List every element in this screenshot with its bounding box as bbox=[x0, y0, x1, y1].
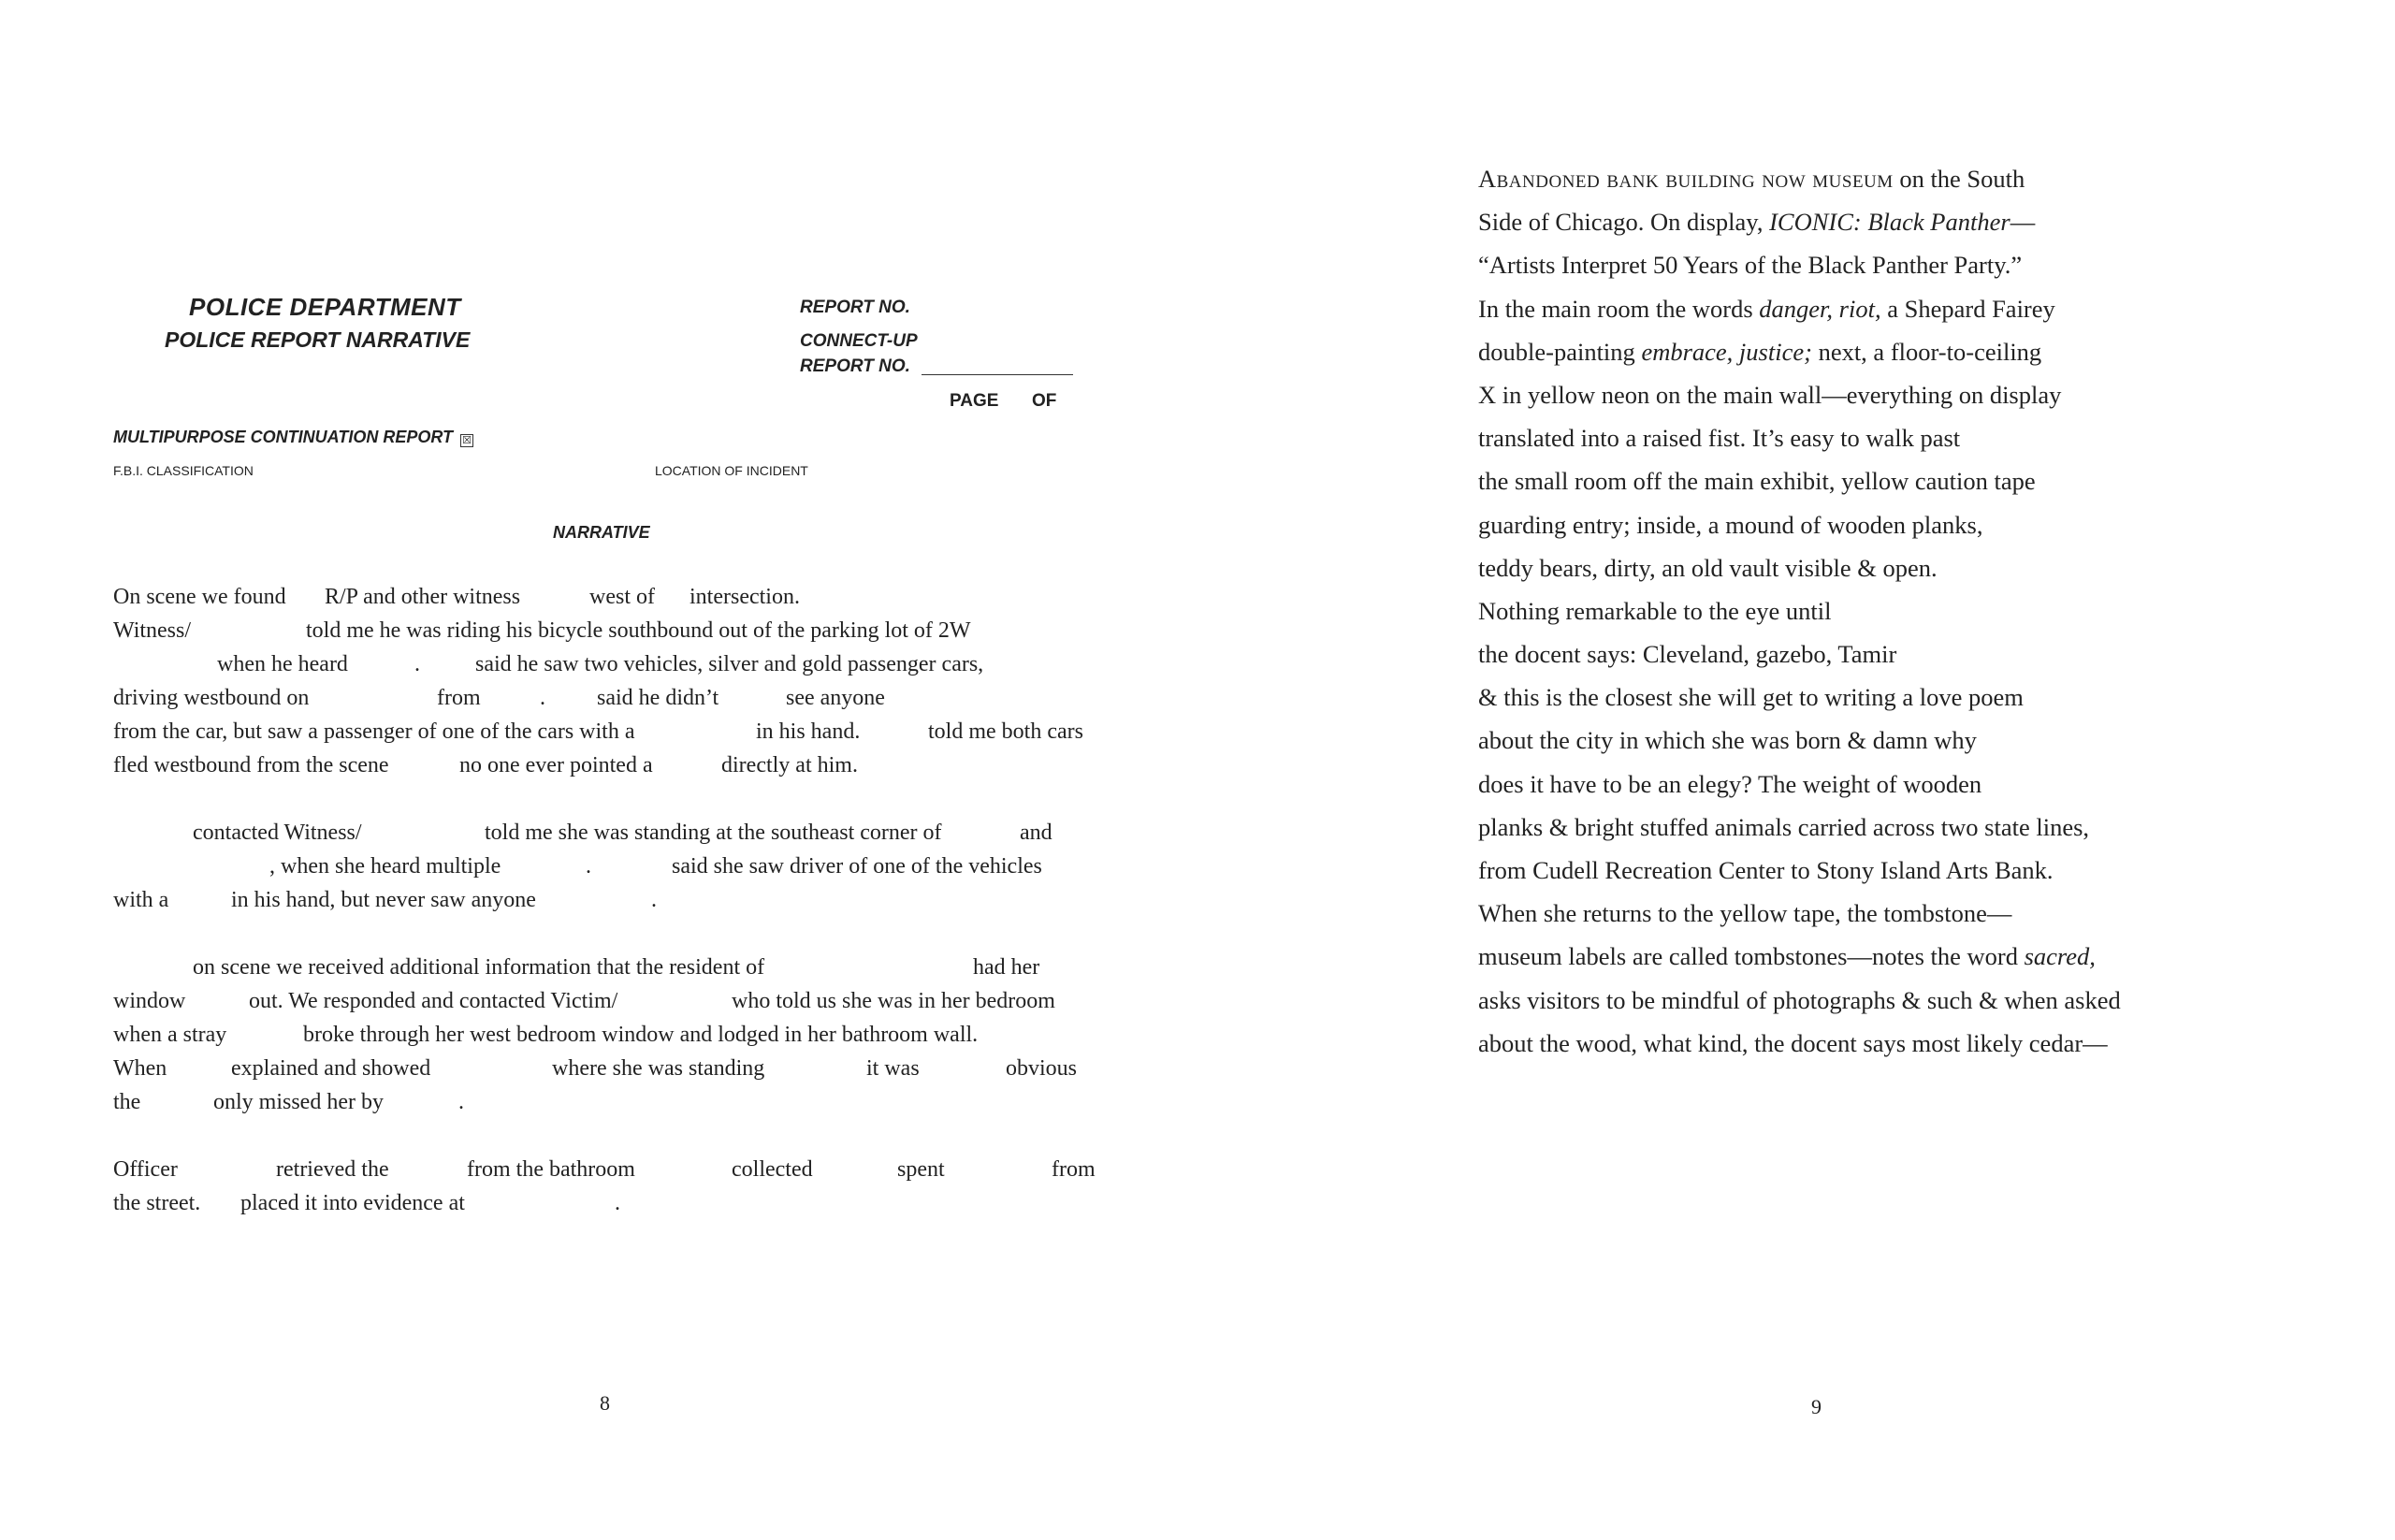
fbi-classification-label: F.B.I. CLASSIFICATION bbox=[113, 463, 254, 478]
narrative-fragment: out. We responded and contacted Victim/ bbox=[249, 989, 618, 1013]
narrative-fragment: On scene we found bbox=[113, 585, 286, 609]
narrative-fragment: . bbox=[615, 1191, 620, 1215]
narrative-fragment: Officer bbox=[113, 1157, 178, 1182]
narrative-line bbox=[113, 748, 1100, 782]
poem-fragment: translated into a raised fist. It’s easy to walk past bbox=[1478, 424, 1961, 453]
narrative-fragment: told me he was riding his bicycle southbound out of the parking lot of 2W bbox=[306, 618, 971, 643]
poem-line bbox=[1478, 589, 2245, 632]
page-number-left: 8 bbox=[600, 1391, 610, 1415]
poem-line bbox=[1478, 503, 2245, 546]
narrative-fragment: . bbox=[651, 888, 657, 912]
narrative-fragment: from the car, but saw a passenger of one of the cars with a bbox=[113, 719, 635, 744]
narrative-fragment: Witness/ bbox=[113, 618, 192, 643]
narrative-fragment: . bbox=[540, 686, 545, 710]
narrative-fragment: , when she heard multiple bbox=[269, 854, 501, 879]
narrative-fragment: west of bbox=[589, 585, 655, 609]
narrative-fragment: told me she was standing at the southeast corner of bbox=[485, 821, 942, 845]
poem-fragment: & this is the closest she will get to writing a love poem bbox=[1478, 683, 2024, 712]
poem-fragment: — bbox=[2010, 208, 2036, 237]
poem-line bbox=[1478, 287, 2245, 330]
poem-fragment: on the South bbox=[1893, 165, 2025, 193]
narrative-line bbox=[113, 951, 1100, 984]
narrative-fragment: placed it into evidence at bbox=[240, 1191, 465, 1215]
poem-line bbox=[1478, 763, 2245, 806]
poem-line bbox=[1478, 632, 2245, 676]
narrative-fragment: When bbox=[113, 1056, 167, 1081]
department-title: POLICE DEPARTMENT bbox=[189, 293, 461, 321]
narrative-line bbox=[113, 816, 1100, 850]
narrative-fragment: when a stray bbox=[113, 1023, 227, 1047]
narrative-line bbox=[113, 614, 1100, 647]
narrative-line bbox=[113, 580, 1100, 614]
poem-line bbox=[1478, 676, 2245, 719]
poem-line bbox=[1478, 459, 2245, 502]
narrative-fragment: in his hand, but never saw anyone bbox=[231, 888, 536, 912]
narrative-fragment: explained and showed bbox=[231, 1056, 431, 1081]
narrative-fragment: no one ever pointed a bbox=[459, 753, 653, 777]
narrative-line bbox=[113, 1018, 1100, 1052]
connect-up-label: CONNECT-UP bbox=[800, 331, 918, 351]
page-number-right: 9 bbox=[1811, 1395, 1822, 1418]
narrative-fragment: with a bbox=[113, 888, 169, 912]
poem-fragment: about the city in which she was born & damn why bbox=[1478, 726, 1977, 755]
narrative-line bbox=[113, 1052, 1100, 1085]
narrative-line bbox=[113, 850, 1100, 883]
narrative-fragment: from the bathroom bbox=[467, 1157, 635, 1182]
poem-fragment: In the main room the words bbox=[1478, 294, 1760, 323]
narrative-fragment: intersection. bbox=[689, 585, 800, 609]
narrative-fragment: said she saw driver of one of the vehicles bbox=[672, 854, 1042, 879]
narrative-fragment: see anyone bbox=[786, 686, 885, 710]
poem-italic-phrase: embrace, justice; bbox=[1641, 337, 1812, 366]
narrative-fragment: the street. bbox=[113, 1191, 201, 1215]
narrative-fragment: . bbox=[458, 1090, 464, 1114]
narrative-fragment: R/P and other witness bbox=[325, 585, 521, 609]
right-page bbox=[1198, 0, 2395, 1540]
poem-line bbox=[1478, 157, 2245, 200]
narrative-heading: NARRATIVE bbox=[553, 523, 650, 542]
narrative-fragment: said he didn’t bbox=[597, 686, 719, 710]
narrative-fragment: when he heard bbox=[217, 652, 348, 676]
multipurpose-continuation-label bbox=[113, 428, 473, 447]
narrative-fragment: obvious bbox=[1006, 1056, 1078, 1081]
narrative-fragment: had her bbox=[973, 955, 1040, 980]
narrative-fragment: retrieved the bbox=[276, 1157, 389, 1182]
poem-line bbox=[1478, 979, 2245, 1022]
narrative-fragment: from bbox=[1052, 1157, 1096, 1182]
narrative-fragment: on scene we received additional information that the resident of bbox=[193, 955, 765, 980]
page-label: PAGE bbox=[950, 391, 999, 411]
poem-fragment: guarding entry; inside, a mound of wooden planks, bbox=[1478, 510, 1983, 539]
poem-fragment: planks & bright stuffed animals carried across two state lines, bbox=[1478, 812, 2090, 841]
narrative-line bbox=[113, 984, 1100, 1018]
narrative-fragment: it was bbox=[866, 1056, 920, 1081]
narrative-fragment: who told us she was in her bedroom bbox=[732, 989, 1055, 1013]
poem-line bbox=[1478, 849, 2245, 892]
poem-fragment: the small room off the main exhibit, yellow caution tape bbox=[1478, 467, 2036, 496]
poem-fragment: “Artists Interpret 50 Years of the Black Panther Party.” bbox=[1478, 251, 2023, 280]
narrative-line bbox=[113, 715, 1100, 748]
narrative-fragment: spent bbox=[897, 1157, 945, 1182]
poem-line bbox=[1478, 806, 2245, 849]
poem-fragment: Side of Chicago. On display, bbox=[1478, 208, 1770, 237]
poem-line bbox=[1478, 416, 2245, 459]
narrative-fragment: broke through her west bedroom window and lodged in her bathroom wall. bbox=[303, 1023, 979, 1047]
poem-text bbox=[1478, 157, 2245, 1065]
poem-italic-phrase: danger, riot, bbox=[1759, 294, 1881, 323]
narrative-fragment: contacted Witness/ bbox=[193, 821, 362, 845]
poem-fragment: X in yellow neon on the main wall—everything on display bbox=[1478, 380, 2062, 409]
poem-fragment: the docent says: Cleveland, gazebo, Tamir bbox=[1478, 640, 1897, 669]
poem-line bbox=[1478, 373, 2245, 416]
poem-line bbox=[1478, 330, 2245, 373]
location-of-incident-label: LOCATION OF INCIDENT bbox=[655, 463, 808, 478]
poem-fragment: about the wood, what kind, the docent says most likely cedar— bbox=[1478, 1028, 2108, 1057]
narrative-fragment: where she was standing bbox=[552, 1056, 765, 1081]
poem-fragment: double-painting bbox=[1478, 337, 1642, 366]
narrative-line bbox=[113, 1153, 1100, 1186]
poem-fragment: next, a floor-to-ceiling bbox=[1811, 337, 2042, 366]
report-no-fill-line bbox=[922, 374, 1073, 375]
narrative-fragment: directly at him. bbox=[721, 753, 858, 777]
narrative-fragment: driving westbound on bbox=[113, 686, 310, 710]
poem-line bbox=[1478, 546, 2245, 589]
poem-fragment: from Cudell Recreation Center to Stony Island Arts Bank. bbox=[1478, 856, 2054, 884]
poem-fragment: teddy bears, dirty, an old vault visible & open. bbox=[1478, 553, 1938, 582]
narrative-text bbox=[113, 580, 1100, 1220]
poem-line bbox=[1478, 243, 2245, 286]
narrative-line bbox=[113, 883, 1100, 917]
narrative-fragment: the bbox=[113, 1090, 141, 1114]
poem-fragment: does it have to be an elegy? The weight of wooden bbox=[1478, 769, 1982, 798]
poem-line bbox=[1478, 200, 2245, 243]
report-no-label: REPORT NO. bbox=[800, 298, 910, 317]
narrative-line bbox=[113, 681, 1100, 715]
department-subtitle: POLICE REPORT NARRATIVE bbox=[165, 327, 471, 352]
narrative-fragment: in his hand. bbox=[756, 719, 861, 744]
checked-box-icon: ☒ bbox=[460, 434, 473, 447]
narrative-fragment: told me both cars bbox=[928, 719, 1083, 744]
poem-italic-phrase: sacred, bbox=[2024, 942, 2096, 971]
poem-line bbox=[1478, 1022, 2245, 1065]
narrative-fragment: . bbox=[586, 854, 591, 879]
poem-fragment: Nothing remarkable to the eye until bbox=[1478, 596, 1832, 625]
narrative-fragment: only missed her by bbox=[213, 1090, 384, 1114]
narrative-fragment: fled westbound from the scene bbox=[113, 753, 389, 777]
poem-line bbox=[1478, 935, 2245, 978]
poem-fragment: a Shepard Fairey bbox=[1880, 294, 2055, 323]
poem-italic-phrase: ICONIC: Black Panther bbox=[1769, 208, 2010, 237]
poem-lead-caps: Abandoned bank building now museum bbox=[1478, 165, 1894, 193]
narrative-line bbox=[113, 1186, 1100, 1220]
of-label: OF bbox=[1032, 391, 1057, 411]
poem-line bbox=[1478, 719, 2245, 762]
narrative-line bbox=[113, 1085, 1100, 1119]
poem-fragment: When she returns to the yellow tape, the tombstone— bbox=[1478, 899, 2012, 928]
narrative-fragment: said he saw two vehicles, silver and gold passenger cars, bbox=[475, 652, 984, 676]
narrative-fragment: window bbox=[113, 989, 186, 1013]
connect-up-report-no-label: REPORT NO. bbox=[800, 356, 910, 376]
narrative-line bbox=[113, 647, 1100, 681]
narrative-fragment: . bbox=[414, 652, 420, 676]
narrative-fragment: collected bbox=[732, 1157, 813, 1182]
narrative-fragment: and bbox=[1020, 821, 1052, 845]
narrative-fragment: from bbox=[437, 686, 481, 710]
multipurpose-text: MULTIPURPOSE CONTINUATION REPORT bbox=[113, 428, 454, 446]
poem-line bbox=[1478, 892, 2245, 935]
poem-fragment: asks visitors to be mindful of photographs & such & when asked bbox=[1478, 985, 2121, 1014]
poem-fragment: museum labels are called tombstones—notes the word bbox=[1478, 942, 2025, 971]
